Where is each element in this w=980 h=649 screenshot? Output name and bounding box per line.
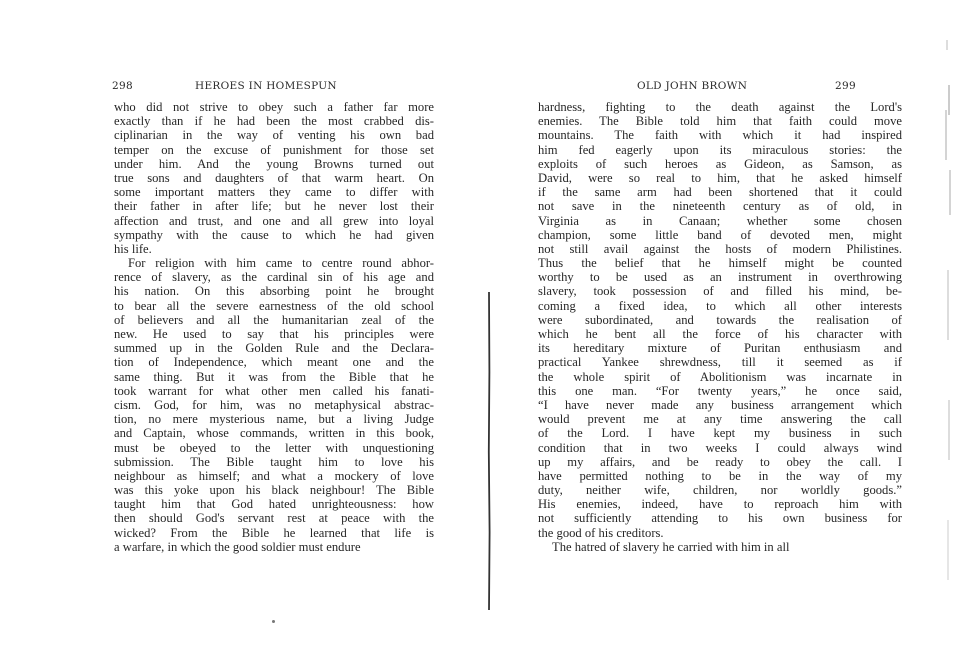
text-line: The hatred of slavery he carried with him in all	[552, 539, 790, 554]
text-line: were subordinated, and towards the realisation of	[538, 312, 902, 327]
left-body-text	[114, 100, 434, 554]
text-line: Virginia as in Canaan; whether some chosen	[538, 213, 902, 228]
right-body-text	[538, 100, 902, 554]
text-line: tion, no mere mysterious name, but a living Judge	[114, 412, 434, 427]
text-line: rence of slavery, as the cardinal sin of his age and	[114, 270, 434, 285]
left-running-title: HEROES IN HOMESPUN	[195, 80, 337, 92]
text-line: then should God's servant rest at peace with the	[114, 511, 434, 526]
text-line: would prevent me at any time answering the call	[538, 412, 902, 427]
text-line: this one man. “For twenty years,” he once said,	[538, 383, 902, 398]
left-page-number: 298	[112, 80, 133, 92]
text-line: and Captain, whose commands, written in this book,	[114, 426, 434, 441]
text-line: slavery, took possession of and filled his mind, be-	[538, 284, 902, 299]
text-line: “I have never made any business arrangement which	[538, 397, 902, 412]
text-line: him fed eagerly upon its miraculous stories: the	[538, 142, 902, 157]
text-line: its hereditary mixture of Puritan enthusiasm and	[538, 341, 902, 356]
text-line: true sons and daughters of that warm heart. On	[114, 170, 434, 185]
text-line: sympathy with the cause to which he had given	[114, 227, 434, 242]
text-line: which he bent all the force of his character with	[538, 327, 902, 341]
text-line: taught him that God hated unrighteousness: how	[114, 497, 434, 512]
text-line: under him. And the young Browns turned out	[114, 156, 434, 171]
text-line: who did not strive to obey such a father far more	[114, 100, 434, 114]
text-line: his life.	[114, 241, 152, 256]
text-line: mountains. The faith with which it had inspired	[538, 128, 902, 143]
text-line: took warrant for what other men called his fanati-	[114, 383, 434, 398]
text-line: tion of Independence, which meant one and the	[114, 355, 434, 370]
text-line: enemies. The Bible told him that faith could move	[538, 114, 902, 129]
text-line: some important matters they came to differ with	[114, 185, 434, 200]
right-page-number: 299	[835, 80, 856, 92]
text-line: was this yoke upon his black neighbour! The Bible	[114, 483, 434, 498]
text-line: ciplinarian in the way of venting his own bad	[114, 128, 434, 143]
text-line: temper on the excuse of punishment for those set	[114, 142, 434, 157]
page-edge-marks	[940, 40, 954, 600]
stray-dot	[272, 620, 275, 623]
text-line: if the same arm had been shortened that it could	[538, 185, 902, 200]
text-line: submission. The Bible taught him to love his	[114, 454, 434, 469]
text-line: worthy to be used as an instrument in overthrowing	[538, 270, 902, 285]
text-line: the whole spirit of Abolitionism was incarnate in	[538, 369, 902, 384]
text-line: to bear all the severe earnestness of the old school	[114, 298, 434, 313]
text-line: practical Yankee shrewdness, till it seemed as if	[538, 355, 902, 370]
text-line: have permitted nothing to be in the way of my	[538, 468, 902, 483]
text-line: His enemies, indeed, have to reproach him with	[538, 497, 902, 512]
text-line: David, were so real to him, that he asked himself	[538, 170, 902, 185]
text-line: condition that in two weeks I could always wind	[538, 440, 902, 455]
text-line: For religion with him came to centre round abhor-	[128, 256, 434, 271]
text-line: exactly than if he had been the most crabbed dis-	[114, 114, 434, 129]
text-line: coming a fixed idea, to which all other interests	[538, 298, 902, 313]
text-line: not save in the nineteenth century as of old, in	[538, 199, 902, 214]
text-line: affection and trust, and one and all grew into loyal	[114, 213, 434, 228]
text-line: their father in after life; but he never lost their	[114, 199, 434, 214]
text-line: the good of his creditors.	[538, 525, 664, 540]
text-line: cism. God, for him, was no metaphysical abstrac-	[114, 397, 434, 412]
right-page	[490, 0, 980, 649]
text-line: his nation. On this absorbing point he brought	[114, 284, 434, 299]
text-line: Thus the belief that he himself might be counted	[538, 256, 902, 271]
text-line: champion, some little band of devoted men, might	[538, 227, 902, 242]
text-line: must be obeyed to the letter with unquestioning	[114, 440, 434, 455]
text-line: of believers and all the humanitarian zeal of the	[114, 312, 434, 327]
text-line: hardness, fighting to the death against the Lord's	[538, 100, 902, 114]
text-line: a warfare, in which the good soldier must endure	[114, 539, 361, 554]
text-line: exploits of such heroes as Gideon, as Samson, as	[538, 156, 902, 171]
text-line: up my affairs, and be ready to obey the call. I	[538, 454, 902, 469]
text-line: not sufficiently attending to his own business for	[538, 511, 902, 526]
text-line: same thing. But it was from the Bible that he	[114, 369, 434, 384]
right-running-title: OLD JOHN BROWN	[637, 80, 748, 92]
text-line: neighbour as himself; and what a mockery of love	[114, 468, 434, 483]
text-line: wicked? From the Bible he learned that life is	[114, 525, 434, 540]
text-line: summed up in the Golden Rule and the Declara-	[114, 341, 434, 356]
text-line: duty, neither wife, children, nor worldly goods.”	[538, 483, 902, 498]
text-line: new. He used to say that his principles were	[114, 327, 434, 341]
text-line: not still avail against the hosts of modern Philistines.	[538, 241, 902, 256]
text-line: of the Lord. I have kept my business in such	[538, 426, 902, 441]
